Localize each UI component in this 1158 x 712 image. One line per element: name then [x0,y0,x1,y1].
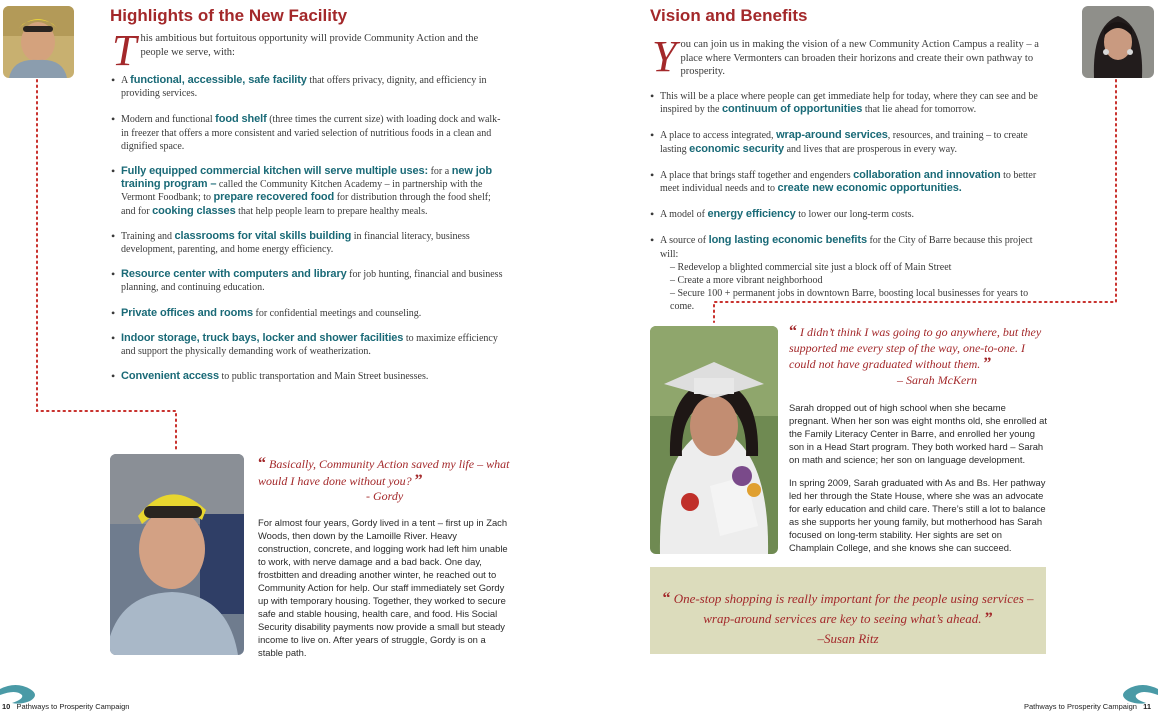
gordy-thumbnail-photo [3,6,74,78]
page-heading-right: Vision and Benefits [650,6,808,25]
sarah-quote: “ I didn’t think I was going to go anywhere, but they supported me every step of the way, one-to-one. I could not have graduated without them. ” – Sarah McKern [789,324,1049,388]
list-item: • Private offices and rooms for confidential meetings and counseling. [111,307,507,320]
intro-paragraph-right [652,32,1042,81]
quote-text: Basically, Community Action saved my life – what would I have done without you? [258,457,510,488]
list-item: • Modern and functional food shelf (three times the current size) with loading dock and walk-in freezer that offers a more consistent and varied selection of nutritious foods in a clean and dignified space. [111,113,507,153]
intro-paragraph-left [112,26,507,75]
quote-text: One-stop shopping is really important for the people using services – wrap-around services are key to seeing what’s ahead. [673,591,1034,626]
vision-bullet-list [650,90,1050,314]
list-item: • A place to access integrated, wrap-around services, resources, and training – to create lasting economic security and lives that are prosperous in every way. [650,129,1050,155]
facility-bullet-list [111,74,507,383]
footer-left [2,702,129,711]
gordy-story: For almost four years, Gordy lived in a tent – first up in Zach Woods, then down by the Lamoille River. Heavy construction, concrete, and logging work had left him unable to work, with nerve damage and a bad back. One day, frostbitten and dreading another winter, he reached out to Community Action for help. Our staff immediately set Gordy up with temporary housing. Together, they worked to secure safe and stable housing, health care, and food. His Social Security disability payments now provide a small but steady income to live on. After years of struggle, Gordy is on a stable path. [258,517,508,658]
intro-text: ou can join us in making the vision of a new Community Action Campus a reality – a place where Vermonters can broaden their horizons and create their own pathway to prosperity. [680,39,1039,77]
list-item: • Resource center with computers and library for job hunting, financial and business planning, and continuing education. [111,268,507,294]
quote-attribution: - Gordy [366,489,404,503]
drop-cap-letter: Y [652,32,677,81]
callout-quote: “ One-stop shopping is really important for the people using services – wrap-around services are key to seeing what’s ahead. ” –Susan Ritz [650,589,1046,649]
sub-list-item: – Redevelop a blighted commercial site just a block off of Main Street [670,261,952,273]
sub-list-item: – Secure 100 + permanent jobs in downtown Barre, boosting local businesses for years to come. [670,288,1029,313]
page-heading-left: Highlights of the New Facility [110,6,348,25]
gordy-quote: “ Basically, Community Action saved my life – what would I have done without you? ” - Gordy [258,455,510,503]
quote-attribution: –Susan Ritz [817,631,879,646]
benefit-sub-list [660,261,1050,314]
list-item: • This will be a place where people can get immediate help for today, where they can see and be inspired by the continuum of opportunities that lie ahead for tomorrow. [650,90,1050,116]
page-number: 10 [2,702,11,711]
list-item: • A functional, accessible, safe facility that offers privacy, dignity, and efficiency in providing services. [111,74,507,100]
intro-text: his ambitious but fortuitous opportunity will provide Community Action and the people we serve, with: [140,33,479,58]
wave-logo-icon [1114,683,1158,707]
list-item: • Fully equipped commercial kitchen will serve multiple uses: for a new job training program – called the Community Kitchen Academy – in partnership with the Vermont Foodbank; to prepare recovered food for distribution through the food shelf; and for cooking classes that help people learn to prepare healthy meals. [111,165,507,218]
list-item: • A model of energy efficiency to lower our long-term costs. [650,208,1050,221]
drop-cap-letter: T [112,26,137,75]
page-number: 11 [1143,702,1151,711]
footer-title: Pathways to Prosperity Campaign [16,702,130,711]
quote-attribution: – Sarah McKern [897,372,977,387]
list-item: • Training and classrooms for vital skills building in financial literacy, business development, parenting, and home energy efficiency. [111,230,507,256]
susan-ritz-callout [650,567,1046,654]
sarah-graduation-photo [650,326,778,554]
list-item: • Convenient access to public transportation and Main Street businesses. [111,370,507,383]
list-item: • A source of long lasting economic benefits for the City of Barre because this project will: – Redevelop a blighted commercial site just a block off of Main Street – Create a more vibrant neighborhood – Secure 100 + permanent jobs in downtown Barre, boosting local businesses for years to come. [650,234,1050,313]
list-item: • A place that brings staff together and engenders collaboration and innovation to better meet individual needs and to create new economic opportunities. [650,169,1050,195]
sarah-story: Sarah dropped out of high school when she became pregnant. When her son was eight months old, she enrolled at the Family Literacy Center in Barre, and enrolled her young son in a Head Start program. They both worked hard – Sarah on math and science; her son on language development. In spring 2009, Sarah graduated with As and Bs. Her pathway led her through the State House, where she was an advocate for early education and child care. There’s still a lot to balance as she supports her young family, but motherhood has Sarah focused on long-term stability. Her sights are set on Champlain College, and she knows she can succeed. [789,402,1047,553]
quote-text: I didn’t think I was going to go anywhere, but they supported me every step of the way, one-to-one. I could not have graduated without them. [789,325,1042,371]
sub-list-item: – Create a more vibrant neighborhood [670,275,823,287]
footer-title: Pathways to Prosperity Campaign [1024,702,1137,711]
woman-thumbnail-photo [1082,6,1154,78]
gordy-portrait-photo [110,454,244,655]
list-item: • Indoor storage, truck bays, locker and shower facilities to maximize efficiency and support the physically demanding work of weatherization. [111,332,507,358]
